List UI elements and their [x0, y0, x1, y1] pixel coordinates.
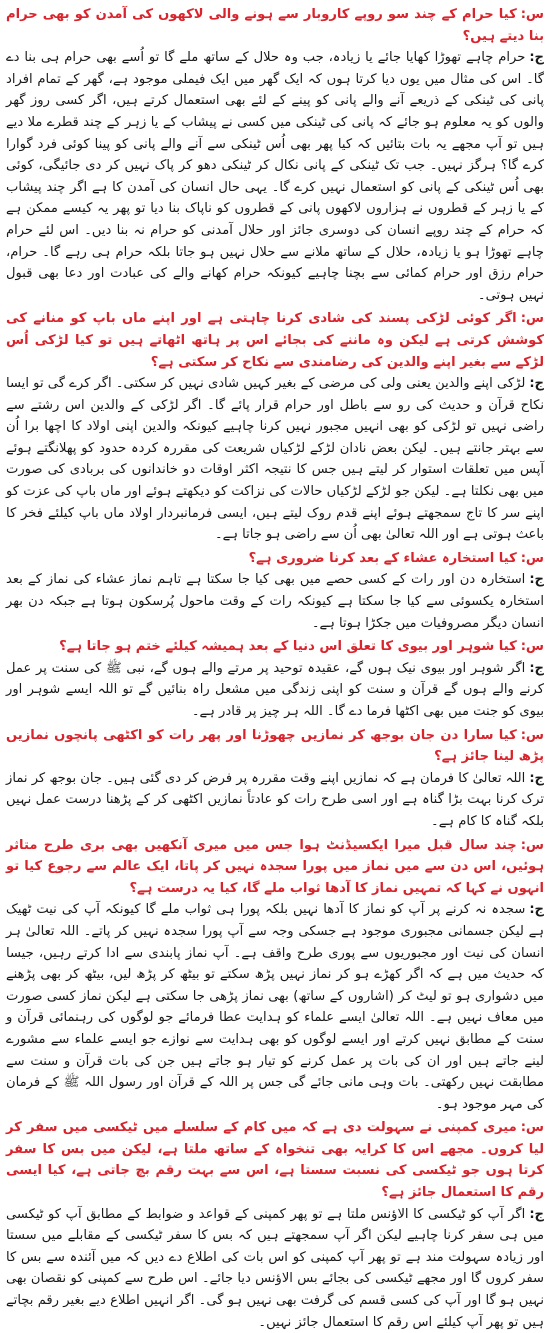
qa-item-2	[6, 308, 544, 546]
answer-text: سجدہ نہ کرنے پر آپ کو نماز کا آدھا نہیں بلکہ پورا ہی ثواب ملے گا کیونکہ آپ کی نیت ٹھیک ہے لیکن جسمانی مجبوری موجود ہے جسکی وجہ سے آپ پورا سجدہ نہیں کر پاتے۔ اللہ تعالیٰ ہر انسان کی نیت اور مجبوریوں سے پوری طرح واقف ہے۔ آپ نماز پابندی سے ادا کرتے رہیں، جیسا کہ حدیث میں ہے کہ اگر کھڑے ہو کر نماز نہیں پڑھ سکتے تو بیٹھ کر پڑھ لیں، بیٹھ کر بھی پڑھنے میں دشواری ہو تو لیٹ کر (اشاروں کے ساتھ) بھی نماز پڑھی جا سکتی ہے لیکن نماز کسی صورت میں معاف نہیں ہے۔ اللہ تعالیٰ ایسے علماء کو ہدایت عطا فرمائے جو لوگوں کی رہنمائی قرآن و سنت کے مطابق نہیں کرتے اور ایسے لوگوں کو بھی ہدایت سے نوازے جو ایسے علماء سے مشورے لینے جاتے ہیں اور ان کی بات پر عمل کرنے کو تیار ہو جاتے ہیں جن کی بات قرآن و سنت سے مطابقت نہیں رکھتی۔ بات وہی مانی جائے گی جس پر اللہ کے قرآن اور رسول اللہ ﷺ کے فرمان کی مہر موجود ہو۔	[6, 902, 544, 1112]
answer-label: ج:	[529, 770, 544, 786]
answer-3	[6, 569, 544, 634]
question-4	[6, 636, 544, 658]
question-label: س:	[520, 311, 544, 327]
question-text: کیا شوہر اور بیوی کا تعلق اس دنیا کے بعد ہمیشہ کیلئے ختم ہو جاتا ہے؟	[59, 639, 517, 655]
answer-text: اللہ تعالیٰ کا فرمان ہے کہ نمازیں اپنے وقت مقررہ پر فرض کر دی گئی ہیں۔ جان بوجھ کر نماز ترک کرنا بہت بڑا گناہ ہے اور اسی طرح رات کو عادتاً نمازیں اکٹھی کر کے پڑھنا درست عمل نہیں بلکہ گناہ کا کام ہے۔	[6, 770, 544, 829]
question-text: کیا حرام کے چند سو روپے کاروبار سے ہونے والی لاکھوں کی آمدن کو بھی حرام بنا دیتے ہیں؟	[6, 7, 544, 44]
question-label: س:	[520, 639, 544, 655]
question-label: س:	[520, 837, 544, 853]
question-label: س:	[520, 7, 544, 22]
answer-text: اگر آپ کو ٹیکسی کا الاؤنس ملتا ہے تو پھر کمپنی کے قواعد و ضوابط کے مطابق آپ کو ٹیکسی میں ہی سفر کرنا چاہیے لیکن اگر آپ سمجھتے ہیں کہ بس کا سفر ٹیکسی کے مقابلے میں سستا اور زیادہ سہولت مند ہے تو پھر آپ کمپنی کو اس بات کی اطلاع دے دیں کہ میں آئندہ سے بس کا سفر کروں گا اور مجھے ٹیکسی کی بجائے بس الاؤنس دیا جائے۔ اس طرح سے کمپنی کو نقصان بھی نہیں ہو گا اور آپ کی کسی قسم کی گرفت بھی نہیں ہو گی۔ اگر انہیں اطلاع دیے بغیر رقم بچاتے ہیں تو پھر آپ کیلئے اس رقم کا استعمال جائز نہیں۔	[6, 1206, 544, 1330]
question-text: اگر کوئی لڑکی پسند کی شادی کرنا چاہتی ہے اور اپنے ماں باپ کو منانے کی کوشش کرتی ہے لیکن وہ ماننے کی بجائے اس پر ہاتھ اٹھاتے ہیں تو کیا لڑکی اُس لڑکے سے بغیر اپنے والدین کی رضامندی سے نکاح کر سکتی ہے؟	[6, 311, 544, 370]
question-text: کیا سارا دن جان بوجھ کر نمازیں چھوڑنا اور پھر رات کو اکٹھی پانچوں نمازیں پڑھ لینا جائز ہے؟	[6, 727, 544, 765]
answer-text: اگر شوہر اور بیوی نیک ہوں گے، عقیدہ توحید پر مرتے والے ہوں گے، نبی ﷺ کی سنت پر عمل کرنے والے ہوں گے قرآن و سنت کو اپنی زندگی میں مشعل راہ بنائیں گے تو اللہ ایسے شوہر اور بیوی کو جنت میں بھی اکٹھا فرما دے گا۔ اللہ ہر چیز پر قادر ہے۔	[6, 660, 544, 719]
question-1	[6, 4, 544, 47]
qa-item-5	[6, 725, 544, 833]
qa-item-7	[6, 1117, 544, 1333]
answer-6	[6, 899, 544, 1115]
question-text: چند سال قبل میرا ایکسیڈنٹ ہوا جس میں میری آنکھیں بھی بری طرح متاثر ہوئیں، اس دن سے میں نماز میں پورا سجدہ نہیں کر پاتا، ایک عالم سے رجوع کیا تو انہوں نے کہا کہ تمہیں نماز کا آدھا ثواب ملے گا، کیا یہ درست ہے؟	[6, 837, 544, 896]
qa-item-1	[6, 4, 544, 306]
answer-5	[6, 768, 544, 833]
question-label: س:	[520, 1120, 544, 1136]
answer-text: استخارہ دن اور رات کے کسی حصے میں بھی کیا جا سکتا ہے تاہم نماز عشاء کی نماز کے بعد استخارہ یکسوئی سے کیا جا سکتا ہے کیونکہ رات کے وقت ماحول پُرسکون ہوتا ہے جبکہ دن بھر انسان دیگر مصروفیات میں جکڑا ہوتا ہے۔	[6, 572, 544, 631]
question-3	[6, 548, 544, 570]
answer-label: ج:	[529, 1206, 544, 1222]
question-label: س:	[520, 727, 544, 743]
answer-7	[6, 1204, 544, 1333]
answer-label: ج:	[529, 376, 544, 392]
answer-label: ج:	[529, 902, 544, 918]
question-6	[6, 835, 544, 900]
qa-item-6	[6, 835, 544, 1116]
question-label: س:	[520, 550, 544, 566]
question-7	[6, 1117, 544, 1203]
question-text: کیا استخارہ عشاء کے بعد کرنا ضروری ہے؟	[248, 550, 517, 566]
answer-label: ج:	[529, 50, 544, 66]
answer-label: ج:	[529, 660, 544, 676]
question-2	[6, 308, 544, 373]
answer-2	[6, 373, 544, 546]
answer-text: لڑکی اپنے والدین یعنی ولی کی مرضی کے بغیر کہیں شادی نہیں کر سکتی۔ اگر کرے گی تو ایسا نکاح قرآن و حدیث کی رو سے باطل اور حرام قرار پائے گا۔ اگر لڑکی کے والدین اس رشتے سے راضی نہیں تو لڑکی کو بھی انہیں مجبور نہیں کرنا چاہیے کیونکہ والدین اپنی اولاد کا اچھا برا اُن سے بہتر جانتے ہیں۔ لیکن بعض نادان لڑکے لڑکیاں شریعت کی مقررہ کردہ حدود کو پھلانگتے ہوئے آپس میں تعلقات استوار کر لیتے ہیں جس کا نتیجہ اکثر اوقات دو خاندانوں کی بربادی کی صورت میں بھی نکلتا ہے۔ لیکن جو لڑکے لڑکیاں حالات کی نزاکت کو دیکھتے ہوئے اور ماں باپ کی عزت کو اپنے سر کا تاج سمجھتے ہوئے اپنے قدم روک لیتے ہیں، ایسی فرمانبردار اولاد ماں باپ کیلئے فخر کا باعث ہوتی ہے اور اللہ تعالیٰ بھی اُن سے راضی ہو جاتا ہے۔	[6, 376, 544, 543]
answer-1	[6, 47, 544, 306]
answer-4	[6, 658, 544, 723]
answer-label: ج:	[529, 572, 544, 588]
answer-text: حرام چاہے تھوڑا کھایا جائے یا زیادہ، جب وہ حلال کے ساتھ ملے گا تو اُسے بھی حرام ہی بنا دے گا۔ اس کی مثال میں یوں دیا کرتا ہوں کہ ایک گھر میں ایک فیملی موجود ہے، گھر کے تمام افراد پانی کی ٹینکی کے ذریعے آنے والے پانی کو پینے کے لئے بھی استعمال کرتے ہیں، اگر کسی روز گھر والوں کو یہ معلوم ہو جائے کہ پانی کی ٹینکی میں کسی نے پیشاب کے یا زہر کے چند قطرے ملا دیے ہیں تو آپ مجھے یہ بات بتائیں کہ کیا پھر بھی اُس ٹینکی سے آنے والے پانی کو پینا کوئی فرد گوارا کرے گا؟ ہرگز نہیں۔ جب تک ٹینکی کے پانی نکال کر ٹینکی دھو کر پاک نہیں کر دی جائیگی، کوئی بھی اُس ٹینکی کے پانی کو استعمال نہیں کرے گا۔ یہی حال انسان کی آمدن کا ہے اگر چند پیشاب کے یا زہر کے قطروں نے ہزاروں لاکھوں پانی کے قطروں کو ناپاک بنا دیا تو پھر یہ کیسے ممکن ہے کہ حرام کے چند روپے انسان کی دوسری جائز اور حلال آمدنی کو حرام نہ بنا دیں۔ اس لئے حرام چاہے تھوڑا ہو یا زیادہ، حلال کے ساتھ ملانے سے حلال نہیں ہو جاتا بلکہ حرام ہی رہے گا۔ حرام، حرام رزق اور حرام کمائی سے بچنا چاہیے کیونکہ حرام کھانے والے کی عبادت اور دعا بھی قبول نہیں ہوتی۔	[6, 50, 544, 303]
qa-item-3	[6, 548, 544, 634]
question-text: میری کمپنی نے سہولت دی ہے کہ میں کام کے سلسلے میں ٹیکسی میں سفر کر لیا کروں۔ مجھے اس کا کرایہ بھی تنخواہ کے ساتھ ملتا ہے، لیکن میں بس کا سفر کرتا ہوں جو ٹیکسی کی نسبت سستا ہے، اس سے بہت رقم بچ جاتی ہے، کیا ایسی رقم کا استعمال جائز ہے؟	[6, 1120, 544, 1201]
question-5	[6, 725, 544, 768]
qa-item-4	[6, 636, 544, 722]
